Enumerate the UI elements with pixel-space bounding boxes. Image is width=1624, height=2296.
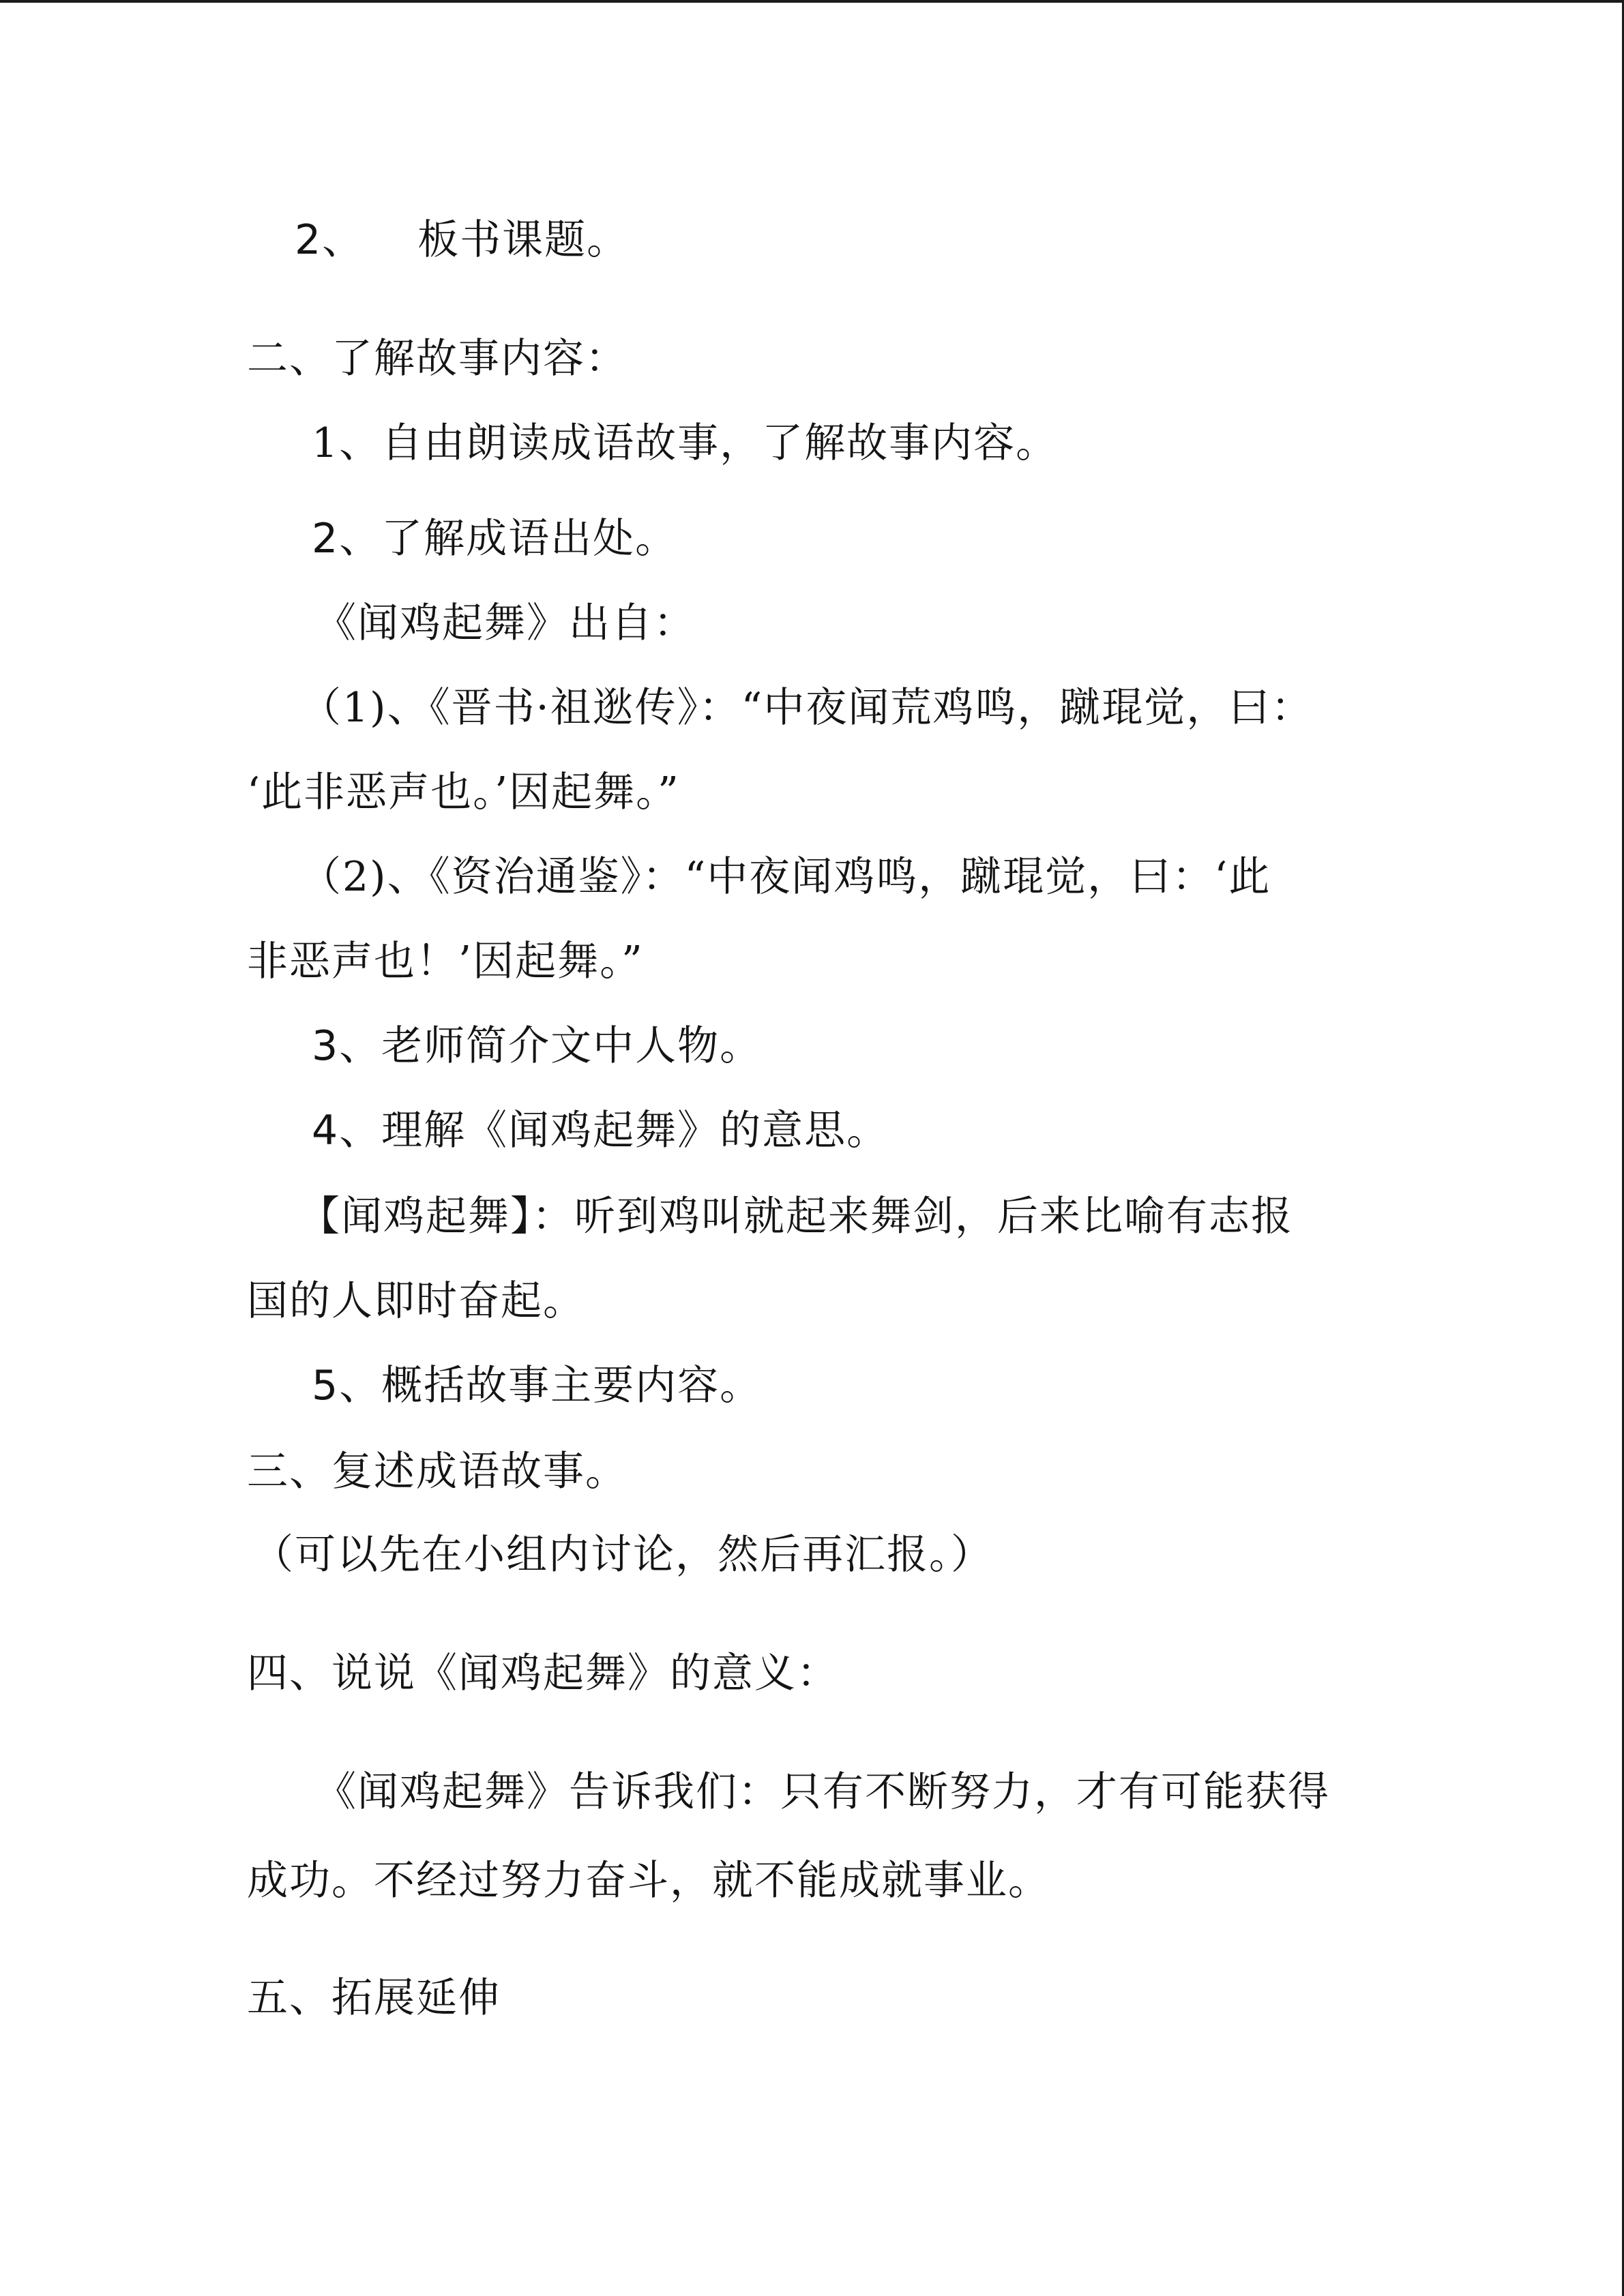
sub-item-4 <box>312 1103 889 1158</box>
section-heading-3: 三、复述成语故事。 <box>247 1448 628 1495</box>
source-1-line-2: ‘此非恶声也。’因起舞。” <box>247 769 680 816</box>
item-number: 5 <box>312 1362 340 1410</box>
definition-line-2: 国的人即时奋起。 <box>247 1277 585 1325</box>
item-text: 、理解《闻鸡起舞》的意思。 <box>339 1107 889 1154</box>
meaning-line-1: 《闻鸡起舞》告诉我们：只有不断努力，才有可能获得 <box>315 1768 1330 1816</box>
source-intro: 《闻鸡起舞》出自： <box>315 599 696 647</box>
sub-item-2 <box>312 511 677 566</box>
item-2-board-title <box>295 213 629 267</box>
sub-item-3 <box>312 1019 762 1073</box>
section-3-note: （可以先在小组内讨论，然后再汇报。） <box>252 1531 993 1579</box>
item-text: 、老师简介文中人物。 <box>339 1022 763 1070</box>
definition-line-1: 【闻鸡起舞】：听到鸡叫就起来舞剑，后来比喻有志报 <box>299 1193 1293 1240</box>
source-1-line-1: （1)、《晋书·祖逖传》：“中夜闻荒鸡鸣，蹴琨觉，曰： <box>300 684 1314 732</box>
item-number: 2、 <box>295 216 365 264</box>
item-text: 、概括故事主要内容。 <box>339 1362 763 1410</box>
section-heading-2: 二、了解故事内容： <box>247 335 628 383</box>
item-number: 4 <box>312 1107 340 1154</box>
source-2-line-1: （2)、《资治通鉴》：“中夜闻鸡鸣，蹴琨觉，曰：‘此 <box>300 853 1271 901</box>
section-heading-4: 四、说说《闻鸡起舞》的意义： <box>247 1650 839 1697</box>
item-number: 3 <box>312 1022 340 1070</box>
sub-item-5 <box>312 1358 762 1413</box>
source-2-line-2: 非恶声也！’因起舞。” <box>247 938 644 985</box>
item-text: 、了解成语出处。 <box>339 515 678 563</box>
item-number: 2 <box>312 515 340 563</box>
page-top-border <box>0 0 1624 3</box>
meaning-line-2: 成功。不经过努力奋斗，就不能成就事业。 <box>247 1857 1050 1905</box>
item-text: 板书课题。 <box>417 216 630 264</box>
sub-item-1: 1、自由朗读成语故事，了解故事内容。 <box>312 419 1059 467</box>
section-heading-5: 五、拓展延伸 <box>247 1974 501 2022</box>
